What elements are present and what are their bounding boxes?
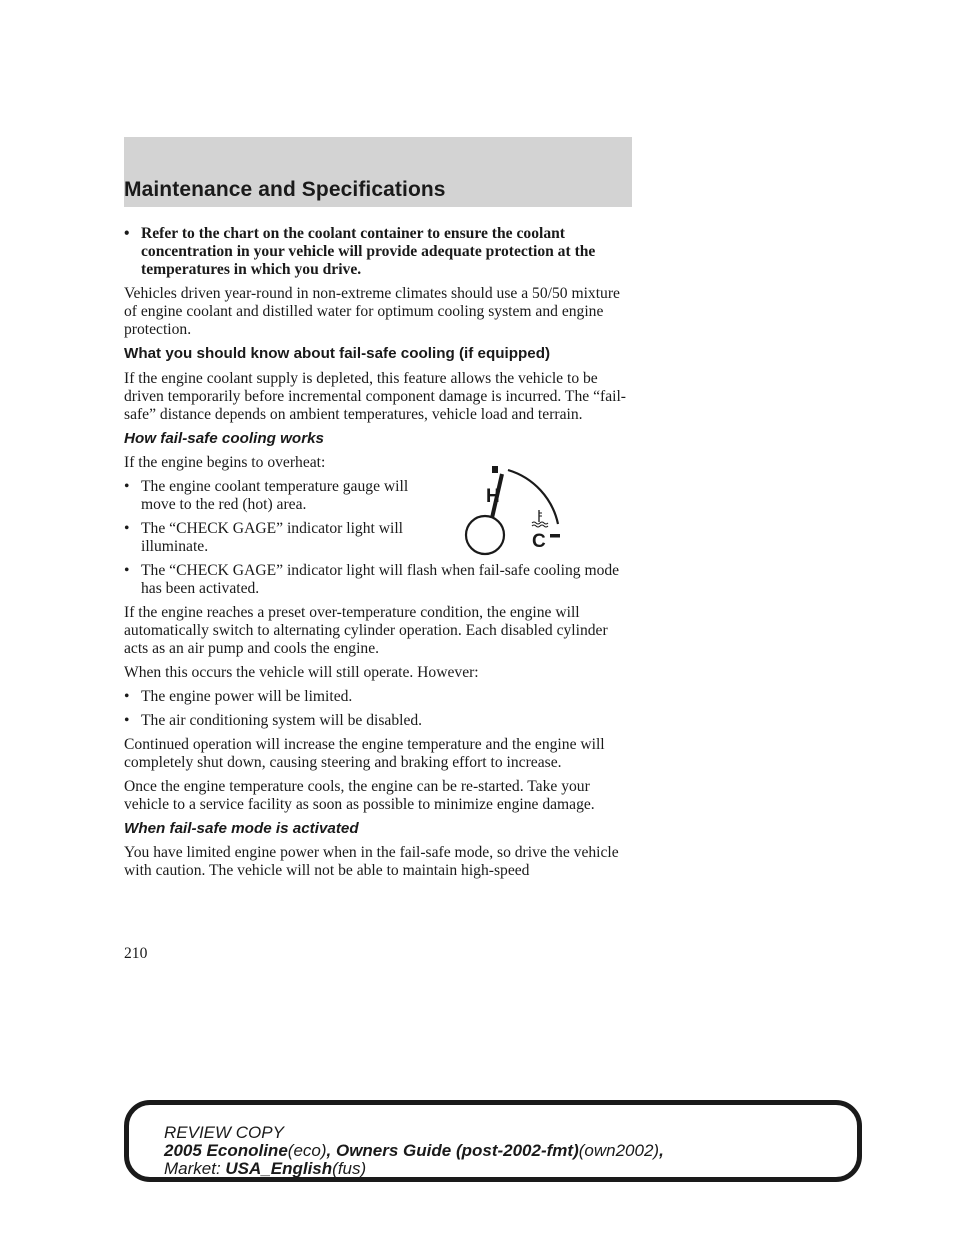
heading-how-it-works: How fail-safe cooling works (124, 430, 325, 447)
bullet-marker: • (124, 478, 130, 495)
review-market-code: (fus) (332, 1159, 367, 1178)
bullet-marker: • (124, 712, 130, 729)
review-sep: , (659, 1141, 664, 1160)
coolant-icon (532, 510, 548, 527)
cold-tick (550, 534, 560, 538)
heading-fail-safe: What you should know about fail-safe cooling (if equipped) (124, 345, 551, 362)
paragraph-coolant-mix: Vehicles driven year-round in non-extreme climates should use a 50/50 mixture of engine coolant and distilled water for optimum cooling system and engine protection. (124, 285, 620, 338)
hot-label: H (486, 486, 500, 507)
paragraph-still-operate: When this occurs the vehicle will still operate. However: (124, 664, 479, 681)
gauge-hub (466, 516, 504, 554)
review-line-2 (164, 1142, 664, 1160)
paragraph-restart: Once the engine temperature cools, the engine can be re-started. Take your vehicle to a service facility as soon as possible to minimize engine damage. (124, 778, 595, 813)
list-item (124, 688, 634, 706)
review-copy-text (164, 1124, 664, 1178)
list-item (124, 562, 634, 598)
bullet-marker: • (124, 225, 130, 242)
bullet-marker: • (124, 688, 130, 705)
list-item (124, 520, 411, 556)
cold-label: C (532, 531, 546, 552)
bullet-intro (124, 225, 634, 279)
bullet-marker: • (124, 562, 130, 579)
paragraph-fail-safe-intro: If the engine coolant supply is depleted, this feature allows the vehicle to be driven temporarily before incremental component damage is incurred. The “fail-safe” distance depends on ambient temperatures, vehicle load and terrain. (124, 370, 626, 423)
review-guide-code: (own2002) (578, 1141, 660, 1160)
bullet-marker: • (124, 520, 130, 537)
temperature-gauge-icon (462, 462, 572, 562)
list-item-text: The engine power will be limited. (141, 688, 353, 705)
list-item-text: The air conditioning system will be disabled. (141, 712, 423, 729)
paragraph-limited-power: You have limited engine power when in the fail-safe mode, so drive the vehicle with caution. The vehicle will not be able to maintain high-speed (124, 844, 619, 879)
page-number: 210 (124, 945, 148, 962)
list-item-text: The engine coolant temperature gauge will move to the red (hot) area. (141, 478, 409, 513)
paragraph-overheat: If the engine begins to overheat: (124, 454, 326, 471)
review-label: REVIEW COPY (164, 1123, 284, 1142)
paragraph-continued-operation: Continued operation will increase the engine temperature and the engine will completely shut down, causing steering and braking effort to increase. (124, 736, 605, 771)
review-guide: Owners Guide (post-2002-fmt) (335, 1141, 579, 1160)
paragraph-over-temp: If the engine reaches a preset over-temperature condition, the engine will automatically switch to alternating cylinder operation. Each disabled cylinder acts as an air pump and cools the engine. (124, 604, 608, 657)
hot-tick (492, 466, 498, 473)
review-market-label: Market: (164, 1159, 226, 1178)
list-item (124, 712, 634, 730)
review-line-1 (164, 1124, 664, 1142)
gauge-arc (508, 470, 558, 524)
section-title: Maintenance and Specifications (124, 178, 446, 201)
list-item (124, 478, 411, 514)
review-model-code: (eco) (287, 1141, 327, 1160)
review-market: USA_English (225, 1159, 333, 1178)
review-sep: , (326, 1141, 336, 1160)
review-line-3 (164, 1160, 664, 1178)
review-model: 2005 Econoline (164, 1141, 288, 1160)
list-item-text: The “CHECK GAGE” indicator light will illuminate. (141, 520, 404, 555)
heading-mode-activated: When fail-safe mode is activated (124, 820, 359, 837)
bullet-intro-text: Refer to the chart on the coolant container to ensure the coolant concentration in your vehicle will provide adequate protection at the temperatures in which you drive. (141, 225, 596, 278)
list-item-text: The “CHECK GAGE” indicator light will flash when fail-safe cooling mode has been activated. (141, 562, 620, 597)
